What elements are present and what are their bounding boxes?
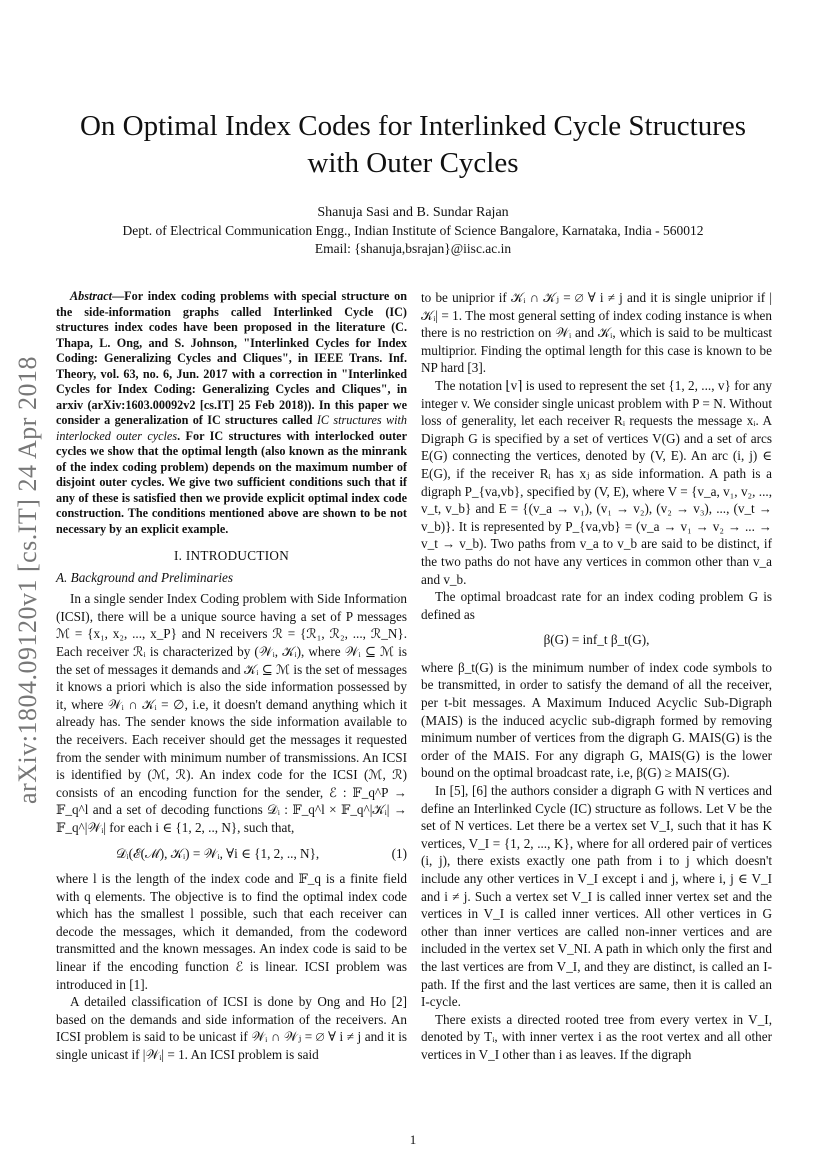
paragraph-classification: A detailed classification of ICSI is done by Ong and Ho [2] based on the demands and side information of the receivers. An ICSI problem is said to be unicast if 𝒲ᵢ ∩ 𝒲ⱼ = ∅ ∀ i ≠ j and it is single unicast if |𝒲ᵢ| = 1. An ICSI problem is said [56,994,407,1063]
abstract [56,289,407,537]
paper-title: On Optimal Index Codes for Interlinked Cycle Structures with Outer Cycles [79,110,747,179]
paper-authors: Shanuja Sasi and B. Sundar Rajan [317,205,509,220]
paragraph-notation: The notation ⌊v⌉ is used to represent the set {1, 2, ..., v} for any integer v. We consider single unicast problem with P = N. Without loss of generality, let each receiver Rᵢ requests the message xᵢ. A Digraph G is specified by a set of vertices V(G) and a set of arcs E(G) connecting the vertices, denoted by (V, E). An arc (i, j) ∈ E(G), if the receiver Rᵢ has xⱼ as side information. A path is a digraph P_{va,vb}, specified by (V, E), where V = {v_a, v₁, v₂, ..., v_t, v_b} and E = {(v_a → v₁), (v₁ → v₂), (v₂ → v₃), ..., (v_t → v_b)}. It is represented by P_{va,vb} = (v_a → v₁ → v₂ → ... → v_t → v_b). Two paths from v_a to v_b are said to be distinct, if the two paths do not have any vertices in common other than v_a and v_b. [421,377,772,587]
page-number: 1 [409,1132,417,1147]
paragraph-mais: where β_t(G) is the minimum number of index code symbols to be transmitted, in order to satisfy the demand of all the receiver, per t-bit messages. A Maximum Induced Acyclic Sub-Digraph (MAIS) is the induced acyclic sub-digraph formed by removing minimum number of vertices from the digraph G. MAIS(G) is the order of the MAIS. For any digraph G, MAIS(G) is the lower bound on the optimal broadcast rate, i.e, β(G) ≥ MAIS(G). [421,659,772,781]
author-affiliation [60,222,766,258]
left-column [56,289,407,1064]
subsection-heading-background: A. Background and Preliminaries [56,569,234,585]
abstract-text-2: . For IC structures with interlocked outer cycles we show that the optimal length (also known as the minrank of the index coding problem) depends on the maximum number of disjoint outer cycles. We give two sufficient conditions such that if any of these is satisfied then we provide explicit optimal index code construction. The conditions mentioned above are shown to be not necessary by an explicit example. [56,428,407,536]
abstract-text-1: —For index coding problems with special structure on the side-information graphs called Interlinked Cycle (IC) structures index codes have been proposed in the literature (C. Thapa, L. Ong, and S. Johnson, "Interlinked Cycles for Index Coding: Generalizing Cycles and Cliques", in IEEE Trans. Inf. Theory, vol. 63, no. 6, Jun. 2017 with a correction in "Interlinked Cycles for Index Coding: Generalizing Cycles and Cliques", in arxiv (arXiv:1603.00092v2 [cs.IT] 25 Feb 2018)). In this paper we consider a generalization of IC structures called [56,289,407,427]
abstract-italic: IC structures with interlocked outer cycles [56,413,407,443]
equation-broadcast-rate: β(G) = inf_t β_t(G), [543,632,650,648]
arxiv-stamp [8,300,48,860]
abstract-lead: Abstract [70,289,112,303]
arxiv-stamp-text: arXiv:1804.09120v1 [cs.IT] 24 Apr 2018 [13,356,42,804]
affiliation-line: Dept. of Electrical Communication Engg., Indian Institute of Science Bangalore, Karnataka, India - 560012 [122,223,704,238]
paragraph-icsi-definition: In a single sender Index Coding problem with Side Information (ICSI), there will be a unique source having a set of P messages ℳ = {x₁, x₂, ..., x_P} and N receivers ℛ = {ℛ₁, ℛ₂, ..., ℛ_N}. Each receiver ℛᵢ is characterized by (𝒲ᵢ, 𝒦ᵢ), where 𝒲ᵢ ⊆ ℳ is the set of messages it demands and 𝒦ᵢ ⊆ ℳ is the set of messages it knows a priori which is also the side information possessed by it, where 𝒲ᵢ ∩ 𝒦ᵢ = ∅, i.e, it doesn't demand anything which it already has. The sender knows the side information available to the receivers. Each receiver should get the messages it requested from the sender with minimum number of transmissions. An ICSI is identified by (ℳ, ℛ). An index code for the ICSI (ℳ, ℛ) consists of an encoding function for the sender, ℰ : 𝔽_q^P → 𝔽_q^l and a set of decoding functions 𝒟ᵢ : 𝔽_q^l × 𝔽_q^|𝒦ᵢ| → 𝔽_q^|𝒲ᵢ| for each i ∈ {1, 2, .., N}, such that, [56,591,407,835]
paragraph-uniprior: to be uniprior if 𝒦ᵢ ∩ 𝒦ⱼ = ∅ ∀ i ≠ j and it is single uniprior if |𝒦ᵢ| = 1. The most general setting of index coding instance is when there is no restriction on 𝒲ᵢ and 𝒦ᵢ, which is said to be multicast multiprior. Finding the optimal length for this case is known to be NP hard [3]. [421,290,772,376]
email-line: Email: {shanuja,bsrajan}@iisc.ac.in [314,241,512,256]
right-column [421,289,772,1064]
section-heading-introduction: I. INTRODUCTION [173,548,290,563]
paragraph-index-code: where l is the length of the index code and 𝔽_q is a finite field with q elements. The objective is to find the optimal index code which has the smallest l possible, such that each receiver can decode the messages, which it demanded, from the codeword transmitted and the known messages. An index code is said to be linear if the encoding function ℰ is linear. ICSI problem was introduced in [1]. [56,871,407,992]
equation-1-number: (1) [391,845,407,861]
paragraph-ic-structure: In [5], [6] the authors consider a digraph G with N vertices and define an Interlinked Cycle (IC) structure as follows. Let V be the set of N vertices. Let there be a vertex set V_I, such that it has K vertices, V_I = {1, 2, ..., K}, where for all ordered pair of vertices (i, j), there exists exactly one path from i to j which doesn't include any other vertices in V_I except i and j, where i, j ∈ V_I and i ≠ j. Such a vertex set V_I is called inner vertex set and the vertices in V_I is called inner vertices. All other vertices in G other than inner vertices are called non-inner vertices and are included in the vertex set V_NI. A path in which only the first and the last vertices are from V_I, and they are distinct, is called an I-path. If the first and the last vertices are same, then it is called an I-cycle. [421,783,772,1010]
paragraph-broadcast-rate: The optimal broadcast rate for an index coding problem G is defined as [421,589,772,622]
paragraph-rooted-tree: There exists a directed rooted tree from every vertex in V_I, denoted by Tᵢ, with inner vertex i as the root vertex and all other vertices in V_I other than i as leaves. If the digraph [421,1011,772,1062]
equation-1-body: 𝒟ᵢ(ℰ(ℳ), 𝒦ᵢ) = 𝒲ᵢ, ∀i ∈ {1, 2, .., N}, [116,845,320,861]
equation-1 [56,845,407,863]
